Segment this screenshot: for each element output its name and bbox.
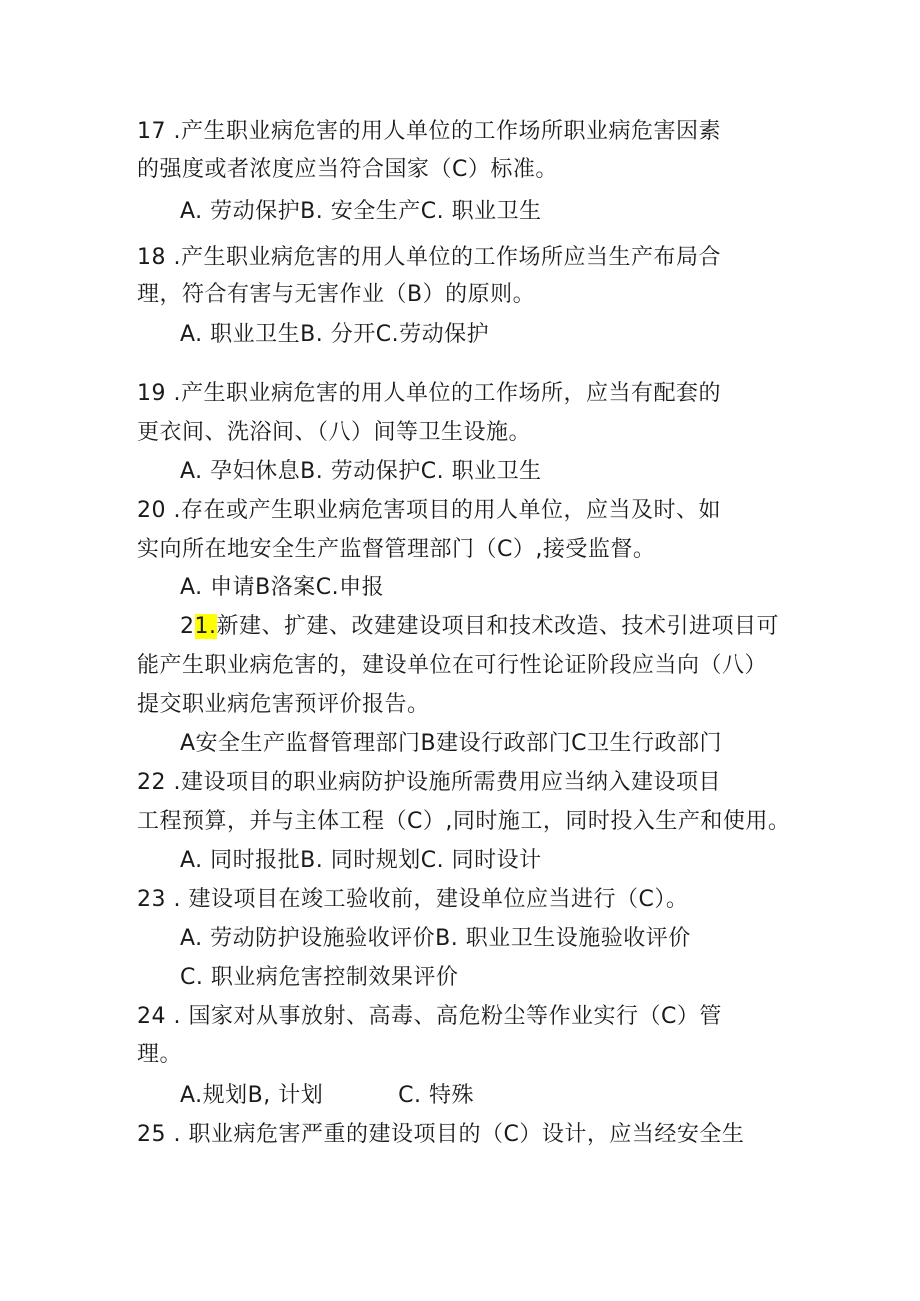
q22-options: A. 同时报批B. 同时规划C. 同时设计	[180, 848, 542, 873]
q21-line-3: 提交职业病危害预评价报告。	[137, 692, 430, 717]
q18-line-1: 18 .产生职业病危害的用人单位的工作场所应当生产布局合	[137, 245, 721, 270]
q21-line-1-text: 新建、扩建、改建建设项目和技术改造、技术引进项目可	[216, 614, 780, 639]
q20-line-1: 20 .存在或产生职业病危害项目的用人单位，应当及时、如	[137, 498, 721, 523]
q21-options: A安全生产监督管理部门B建设行政部门C卫生行政部门	[180, 731, 723, 756]
q20-options: A. 申请B洛案C.申报	[180, 575, 385, 600]
q21-line-1	[180, 612, 779, 642]
q24-line-2: 理。	[137, 1042, 183, 1067]
q18-line-2: 理，符合有害与无害作业（B）的原则。	[137, 282, 536, 307]
q21-number-highlight: 1.	[194, 614, 217, 639]
q22-line-2: 工程预算，并与主体工程（C）,同时施工，同时投入生产和使用。	[137, 809, 791, 834]
q17-line-1: 17 .产生职业病危害的用人单位的工作场所职业病危害因素	[137, 119, 721, 144]
q17-line-2: 的强度或者浓度应当符合国家（C）标准。	[137, 157, 558, 182]
q23-options-1: A. 劳动防护设施验收评价B. 职业卫生设施验收评价	[180, 926, 691, 951]
q20-line-2: 实向所在地安全生产监督管理部门（C）,接受监督。	[137, 537, 656, 562]
q18-options: A. 职业卫生B. 分开C.劳动保护	[180, 322, 490, 347]
q23-line-1: 23 . 建设项目在竣工验收前，建设单位应当进行（C）。	[137, 887, 689, 912]
q21-number: 2	[180, 614, 195, 639]
q21-line-2: 能产生职业病危害的，建设单位在可行性论证阶段应当向（八）	[137, 653, 768, 678]
q17-options: A. 劳动保护B. 安全生产C. 职业卫生	[180, 199, 542, 224]
q19-line-1: 19 .产生职业病危害的用人单位的工作场所，应当有配套的	[137, 381, 721, 406]
q19-line-2: 更衣间、洗浴间、（八）间等卫生设施。	[137, 420, 532, 445]
q19-options: A. 孕妇休息B. 劳动保护C. 职业卫生	[180, 459, 542, 484]
q24-options: A.规划B, 计划 C. 特殊	[180, 1083, 475, 1108]
q22-line-1: 22 .建设项目的职业病防护设施所需费用应当纳入建设项目	[137, 770, 721, 795]
q24-line-1: 24 . 国家对从事放射、高毒、高危粉尘等作业实行（C）管	[137, 1004, 722, 1029]
q23-options-2: C. 职业病危害控制效果评价	[180, 965, 459, 990]
q25-line-1: 25 . 职业病危害严重的建设项目的（C）设计，应当经安全生	[137, 1122, 745, 1147]
